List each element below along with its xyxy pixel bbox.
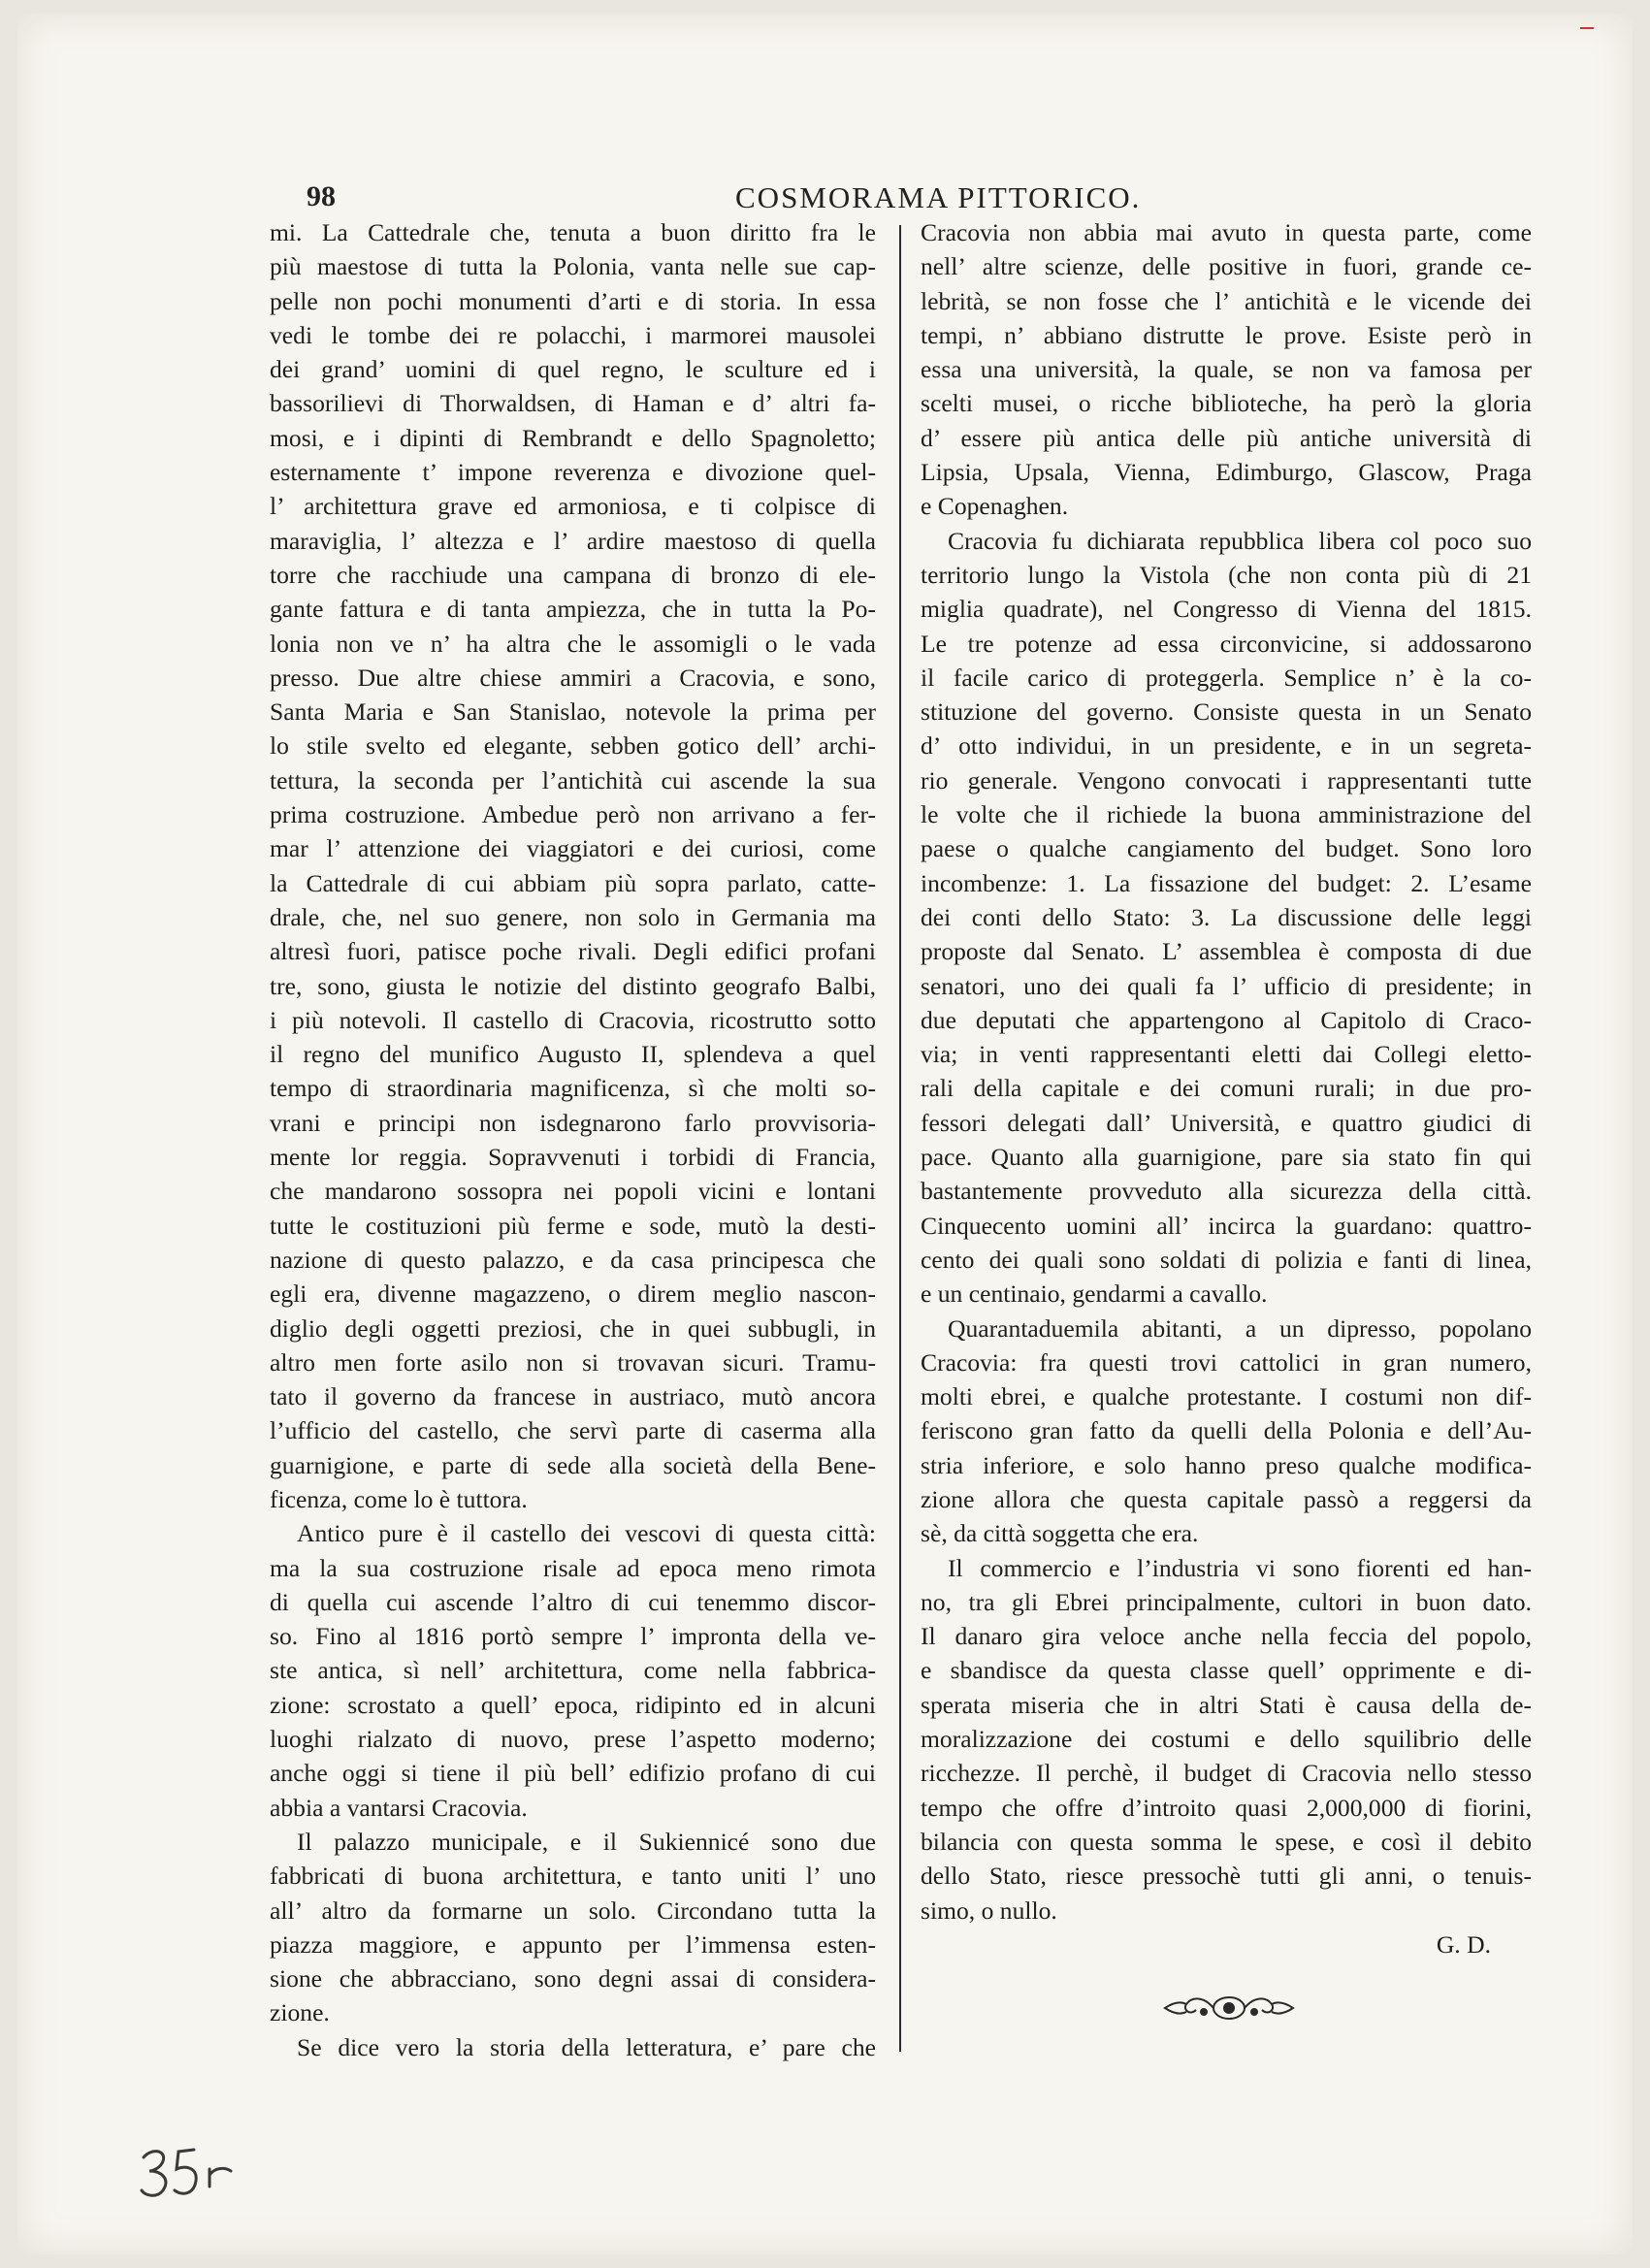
text-line: i più notevoli. Il castello di Cracovia, ricostrutto sotto — [270, 1005, 876, 1034]
text-line: di quella cui ascende l’altro di cui tenemmo discor- — [270, 1587, 876, 1616]
handwritten-folio-number — [138, 2140, 254, 2208]
text-line: miglia quadrate), nel Congresso di Vienna del 1815. — [921, 595, 1532, 624]
text-line: bilancia con questa somma le spese, e così il debito — [921, 1827, 1532, 1856]
text-line: Quarantaduemila abitanti, a un dipresso, popolano — [948, 1313, 1532, 1343]
text-line: gante fattura e di tanta ampiezza, che in tutta la Po- — [270, 595, 876, 624]
text-line: stituzione del governo. Consiste questa in un Senato — [921, 697, 1532, 727]
text-line: maraviglia, l’ altezza e l’ ardire maestoso di quella — [270, 526, 876, 555]
text-line: il facile carico di proteggerla. Semplice n’ è la co- — [921, 663, 1532, 692]
text-line: Antico pure è il castello dei vescovi di questa città: — [297, 1519, 876, 1548]
text-line: e sbandisce da questa classe quell’ opprimente e di- — [921, 1656, 1532, 1685]
left-column — [270, 215, 876, 2064]
text-line: vrani e principi non isdegnarono farlo provvisoria- — [270, 1108, 876, 1137]
text-line: sione che abbracciano, sono degni assai di considera- — [270, 1964, 876, 1993]
text-line: tato il governo da francese in austriaco, mutò ancora — [270, 1382, 876, 1411]
edge-mark — [1579, 23, 1595, 33]
text-line: pelle non pochi monumenti d’arti e di storia. In essa — [270, 286, 876, 315]
text-line: lo stile svelto ed elegante, sebben gotico dell’ archi- — [270, 731, 876, 761]
text-line: essa una università, la quale, se non va famosa per — [921, 355, 1532, 384]
text-line: dello Stato, riesce pressochè tutti gli anni, o tenuis- — [921, 1862, 1532, 1891]
text-line: tutte le costituzioni più ferme e sode, mutò la desti- — [270, 1211, 876, 1240]
text-line: Il commercio e l’industria vi sono fiorenti ed han- — [948, 1553, 1532, 1582]
text-line: tempi, n’ abbiano distrutte le prove. Esiste però in — [921, 320, 1532, 349]
text-line: torre che racchiude una campana di bronzo di ele- — [270, 560, 876, 589]
text-line: lebrità, se non fosse che l’ antichità e le vicende dei — [921, 286, 1532, 315]
text-line: luoghi rialzato di nuovo, prese l’aspetto moderno; — [270, 1725, 876, 1754]
text-line: ma la sua costruzione risale ad epoca meno rimota — [270, 1553, 876, 1582]
text-line: zione allora che questa capitale passò a reggersi da — [921, 1484, 1532, 1513]
text-line: abbia a vantarsi Cracovia. — [270, 1793, 528, 1822]
text-line: scelti musei, o ricche biblioteche, ha però la gloria — [921, 389, 1532, 418]
text-line: Le tre potenze ad essa circonvicine, si addossarono — [921, 629, 1532, 658]
column-divider — [899, 225, 901, 2052]
text-line: altro men forte asilo non si trovavan sicuri. Tramu- — [270, 1347, 876, 1377]
ornament-icon — [1161, 1991, 1297, 2025]
text-line: e Copenaghen. — [921, 492, 1069, 521]
text-line: bassorilievi di Thorwaldsen, di Haman e d’ altri fa- — [270, 389, 876, 418]
text-line: incombenze: 1. La fissazione del budget: 2. L’esame — [921, 868, 1532, 897]
text-line: Il palazzo municipale, e il Sukiennicé sono due — [297, 1827, 876, 1856]
text-line: Santa Maria e San Stanislao, notevole la prima per — [270, 697, 876, 727]
text-line: Il danaro gira veloce anche nella feccia del popolo, — [921, 1622, 1532, 1651]
text-line: via; in venti rappresentanti eletti dai Collegi eletto- — [921, 1040, 1532, 1069]
text-line: Lipsia, Upsala, Vienna, Edimburgo, Glascow, Praga — [921, 458, 1532, 487]
text-line: Se dice vero la storia della letteratura, e’ pare che — [297, 2032, 876, 2061]
text-line: no, tra gli Ebrei principalmente, cultori in buon dato. — [921, 1587, 1532, 1616]
text-line: tre, sono, giusta le notizie del distinto geografo Balbi, — [270, 971, 876, 1000]
text-line: e un centinaio, gendarmi a cavallo. — [921, 1280, 1268, 1309]
text-line: mar l’ attenzione dei viaggiatori e dei curiosi, come — [270, 834, 876, 863]
text-line: tettura, la seconda per l’antichità cui ascende la sua — [270, 765, 876, 794]
text-line: la Cattedrale di cui abbiam più sopra parlato, catte- — [270, 868, 876, 897]
text-line: vedi le tombe dei re polacchi, i marmorei mausolei — [270, 320, 876, 349]
text-line: d’ otto individui, in un presidente, e in un segreta- — [921, 731, 1532, 761]
text-line: esternamente t’ impone reverenza e divozione quel- — [270, 458, 876, 487]
text-line: Cracovia non abbia mai avuto in questa parte, come — [921, 218, 1532, 246]
text-line: fessori delegati dall’ Università, e quattro giudici di — [921, 1108, 1532, 1137]
text-line: tempo di straordinaria magnificenza, sì che molti so- — [270, 1074, 876, 1103]
text-line: anche oggi si tiene il più bell’ edifizio profano di cui — [270, 1759, 876, 1788]
text-line: dei grand’ uomini di quel regno, le sculture ed i — [270, 355, 876, 384]
right-column — [921, 215, 1532, 1961]
text-line: simo, o nullo. — [921, 1895, 1057, 1925]
text-line: rali della capitale e dei comuni rurali; in due pro- — [921, 1074, 1532, 1103]
text-line: nell’ altre scienze, delle positive in fuori, grande ce- — [921, 252, 1532, 281]
text-line: diglio degli oggetti preziosi, che in quei subbugli, in — [270, 1313, 876, 1343]
text-line: altresì fuori, patisce poche rivali. Degli edifici profani — [270, 937, 876, 966]
text-line: Cracovia: fra questi trovi cattolici in gran numero, — [921, 1347, 1532, 1377]
text-line: d’ essere più antica delle più antiche università di — [921, 423, 1532, 452]
text-line: ste antica, sì nell’ architettura, come nella fabbrica- — [270, 1656, 876, 1685]
text-line: all’ altro da formarne un solo. Circondano tutta la — [270, 1895, 876, 1925]
text-line: tempo che offre d’introito quasi 2,000,000 di fiorini, — [921, 1793, 1532, 1822]
text-line: feriscono gran fatto da quelli della Polonia e dell’Au- — [921, 1416, 1532, 1445]
running-title: COSMORAMA PITTORICO. — [735, 180, 1142, 214]
text-line: molti ebrei, e qualche protestante. I costumi non dif- — [921, 1382, 1532, 1411]
text-line: moralizzazione dei costumi e dello squilibrio delle — [921, 1725, 1532, 1754]
text-line: ficenza, come lo è tuttora. — [270, 1484, 528, 1513]
text-line: dei conti dello Stato: 3. La discussione delle leggi — [921, 902, 1532, 931]
text-line: più maestose di tutta la Polonia, vanta nelle sue cap- — [270, 252, 876, 281]
text-line: stria inferiore, e solo hanno preso qualche modifica- — [921, 1450, 1532, 1479]
text-line: sè, da città soggetta che era. — [921, 1519, 1199, 1548]
text-line: Cracovia fu dichiarata repubblica libera col poco suo — [948, 526, 1532, 555]
text-line: due deputati che appartengono al Capitolo di Craco- — [921, 1005, 1532, 1034]
signature: G. D. — [1436, 1929, 1491, 1959]
text-line: Cinquecento uomini all’ incirca la guardano: quattro- — [921, 1211, 1532, 1240]
text-line: lonia non ve n’ ha altra che le assomigli o le vada — [270, 629, 876, 658]
text-line: guarnigione, e parte di sede alla società della Bene- — [270, 1450, 876, 1479]
page-number: 98 — [307, 180, 336, 212]
text-line: territorio lungo la Vistola (che non conta più di 21 — [921, 560, 1532, 589]
text-line: proposte dal Senato. L’ assemblea è composta di due — [921, 937, 1532, 966]
text-line: zione: scrostato a quell’ epoca, ridipinto ed in alcuni — [270, 1690, 876, 1719]
text-line: zione. — [270, 1998, 330, 2027]
text-line: l’ architettura grave ed armoniosa, e ti colpisce di — [270, 492, 876, 521]
text-line: paese o qualche cangiamento del budget. Sono loro — [921, 834, 1532, 863]
text-line: mente lor reggia. Sopravvenuti i torbidi di Francia, — [270, 1143, 876, 1172]
text-line: cento dei quali sono soldati di polizia e fanti di linea, — [921, 1245, 1532, 1274]
text-line: bastantemente provveduto alla sicurezza della città. — [921, 1177, 1532, 1206]
text-line: che mandarono sossopra nei popoli vicini e lontani — [270, 1177, 876, 1206]
text-line: fabbricati di buona architettura, e tanto uniti l’ uno — [270, 1862, 876, 1891]
text-line: mosi, e i dipinti di Rembrandt e dello Spagnoletto; — [270, 423, 876, 452]
text-line: sperata miseria che in altri Stati è causa della de- — [921, 1690, 1532, 1719]
text-line: rio generale. Vengono convocati i rappresentanti tutte — [921, 765, 1532, 794]
text-line: l’ufficio del castello, che servì parte di caserma alla — [270, 1416, 876, 1445]
text-line: le volte che il richiede la buona amministrazione del — [921, 800, 1532, 829]
text-line: il regno del munifico Augusto II, splendeva a quel — [270, 1040, 876, 1069]
text-line: mi. La Cattedrale che, tenuta a buon diritto fra le — [270, 218, 876, 246]
text-line: ricchezze. Il perchè, il budget di Cracovia nello stesso — [921, 1759, 1532, 1788]
text-line: piazza maggiore, e appunto per l’immensa esten- — [270, 1929, 876, 1959]
text-line: presso. Due altre chiese ammiri a Cracovia, e sono, — [270, 663, 876, 692]
text-line: drale, che, nel suo genere, non solo in Germania ma — [270, 902, 876, 931]
text-line: prima costruzione. Ambedue però non arrivano a fer- — [270, 800, 876, 829]
text-line: nazione di questo palazzo, e da casa principesca che — [270, 1245, 876, 1274]
text-line: senatori, uno dei quali fa l’ ufficio di presidente; in — [921, 971, 1532, 1000]
text-line: pace. Quanto alla guarnigione, pare sia stato fin qui — [921, 1143, 1532, 1172]
text-line: so. Fino al 1816 portò sempre l’ impronta della ve- — [270, 1622, 876, 1651]
text-line: egli era, divenne magazzeno, o direm meglio nascon- — [270, 1280, 876, 1309]
